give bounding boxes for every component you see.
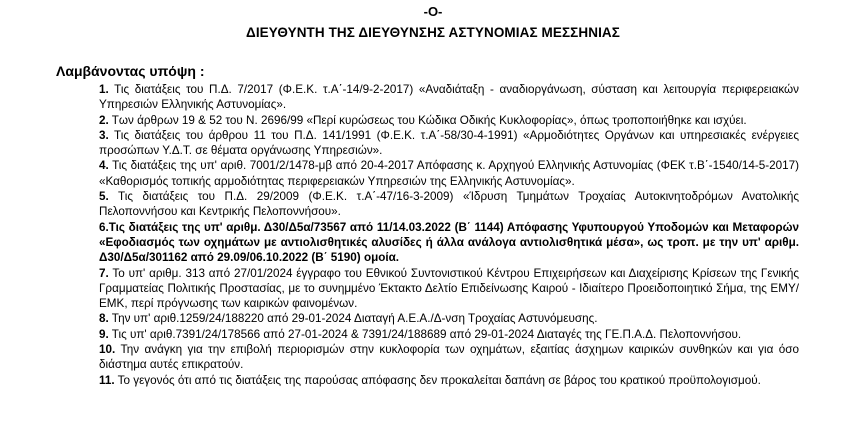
- item-number: 11.: [99, 373, 115, 387]
- item-text: Το γεγονός ότι από τις διατάξεις της παρούσας απόφασης δεν προκαλείται δαπάνη σε βάρος του κρατικού προϋπολογισμού.: [114, 373, 761, 387]
- item-number: 3.: [99, 128, 109, 142]
- item-number: 1.: [99, 83, 109, 96]
- item-text: Τις διατάξεις της υπ' αριθ. 7001/2/1478-μβ από 20-4-2017 Απόφασης κ. Αρχηγού Ελληνικής Αστυνομίας (ΦΕΚ τ.Β΄-1540/14-5-2017) «Καθορισμός τοπικής αρμοδιότητας περιφερειακών Υπηρεσιών της Ελληνικής Αστυνομίας».: [99, 159, 799, 188]
- item-number: 2.: [99, 113, 109, 127]
- list-item: [99, 82, 799, 113]
- considerations-heading: Λαμβάνοντας υπόψη :: [56, 63, 205, 79]
- item-text: Την υπ' αριθ.1259/24/188220 από 29-01-2024 Διαταγή Α.Ε.Α./Δ-νση Τροχαίας Αστυνόμευσης.: [108, 312, 598, 326]
- item-text: Τις υπ' αριθ.7391/24/178566 από 27-01-2024 & 7391/24/188689 από 29-01-2024 Διαταγές της ΓΕ.Π.Α.Δ. Πελοποννήσου.: [108, 327, 742, 341]
- list-item: [99, 128, 799, 159]
- item-number: 6.: [99, 220, 109, 234]
- item-number: 4.: [99, 159, 109, 173]
- list-item: [99, 327, 799, 342]
- item-number: 10.: [99, 343, 116, 357]
- list-item: [99, 220, 799, 266]
- list-item: [99, 158, 799, 189]
- item-number: 9.: [99, 327, 109, 341]
- item-text: Τις διατάξεις της υπ' αριθμ. Δ30/Δ5α/73567 από 11/14.03.2022 (Β΄ 1144) Απόφασης Υφυπουργού Υποδομών και Μεταφορών «Εφοδιασμός των οχημάτων με αντιολισθητικές αλυσίδες ή άλλα ανάλογα αντιολισθητικά μέσα», ως τροπ. με την υπ' αριθμ. Δ30/Δ5α/301162 από 29.09/06.10.2022 (Β΄ 5190) ομοία.: [99, 220, 799, 265]
- list-item: [99, 342, 799, 373]
- item-text: Τις διατάξεις του Π.Δ. 7/2017 (Φ.Ε.Κ. τ.Α΄-14/9-2-2017) «Αναδιάταξη - αναδιοργάνωση, σύσταση και λειτουργία περιφερειακών Υπηρεσιών Ελληνικής Αστυνομίας».: [99, 83, 799, 112]
- item-text: Την ανάγκη για την επιβολή περιορισμών στην κυκλοφορία των οχημάτων, εξαιτίας άσχημων καιρικών συνθηκών και για όσο διάστημα αυτές επικρατούν.: [99, 343, 799, 372]
- list-item: [99, 113, 799, 128]
- item-number: 5.: [99, 190, 109, 204]
- item-text: Το υπ' αριθμ. 313 από 27/01/2024 έγγραφο του Εθνικού Συντονιστικού Κέντρου Επιχειρήσεων και Διαχείρισης Κρίσεων της Γενικής Γραμματείας Πολιτικής Προστασίας, με το συνημμένο Έκτακτο Δελτίο Επιδείνωσης Καιρού - Ιδιαίτερο Προειδοποιητικό Σήμα, της ΕΜΥ/ΕΜΚ, περί πρόγνωσης των καιρικών φαινομένων.: [99, 266, 799, 311]
- item-number: 8.: [99, 312, 109, 326]
- list-item: [99, 373, 799, 388]
- item-text: Τις διατάξεις του Π.Δ. 29/2009 (Φ.Ε.Κ. τ.Α΄-47/16-3-2009) «Ίδρυση Τμημάτων Τροχαίας Αυτοκινητοδρόμων Ανατολικής Πελοποννήσου και Κεντρικής Πελοποννήσου».: [99, 190, 799, 219]
- list-item: [99, 266, 799, 312]
- document-title: ΔΙΕΥΘΥΝΤΗ ΤΗΣ ΔΙΕΥΘΥΝΣΗΣ ΑΣΤΥΝΟΜΙΑΣ ΜΕΣΣΗΝΙΑΣ: [246, 25, 620, 40]
- item-text: Τις διατάξεις του άρθρου 11 του Π.Δ. 141/1991 (Φ.Ε.Κ. τ.Α΄-58/30-4-1991) «Αρμοδιότητες Οργάνων και υπηρεσιακές ενέργειες προσώπων Υ.Δ.Τ. σε θέματα οργάνωσης Υπηρεσιών».: [99, 128, 799, 158]
- item-text: Των άρθρων 19 & 52 του Ν. 2696/99 «Περί κυρώσεως του Κώδικα Οδικής Κυκλοφορίας», όπως τροποποιήθηκε και ισχύει.: [108, 113, 747, 127]
- list-item: [99, 189, 799, 220]
- item-number: 7.: [99, 266, 109, 280]
- title-mark: -Ο-: [423, 4, 443, 19]
- list-item: [99, 311, 799, 326]
- considerations-list: [99, 82, 799, 388]
